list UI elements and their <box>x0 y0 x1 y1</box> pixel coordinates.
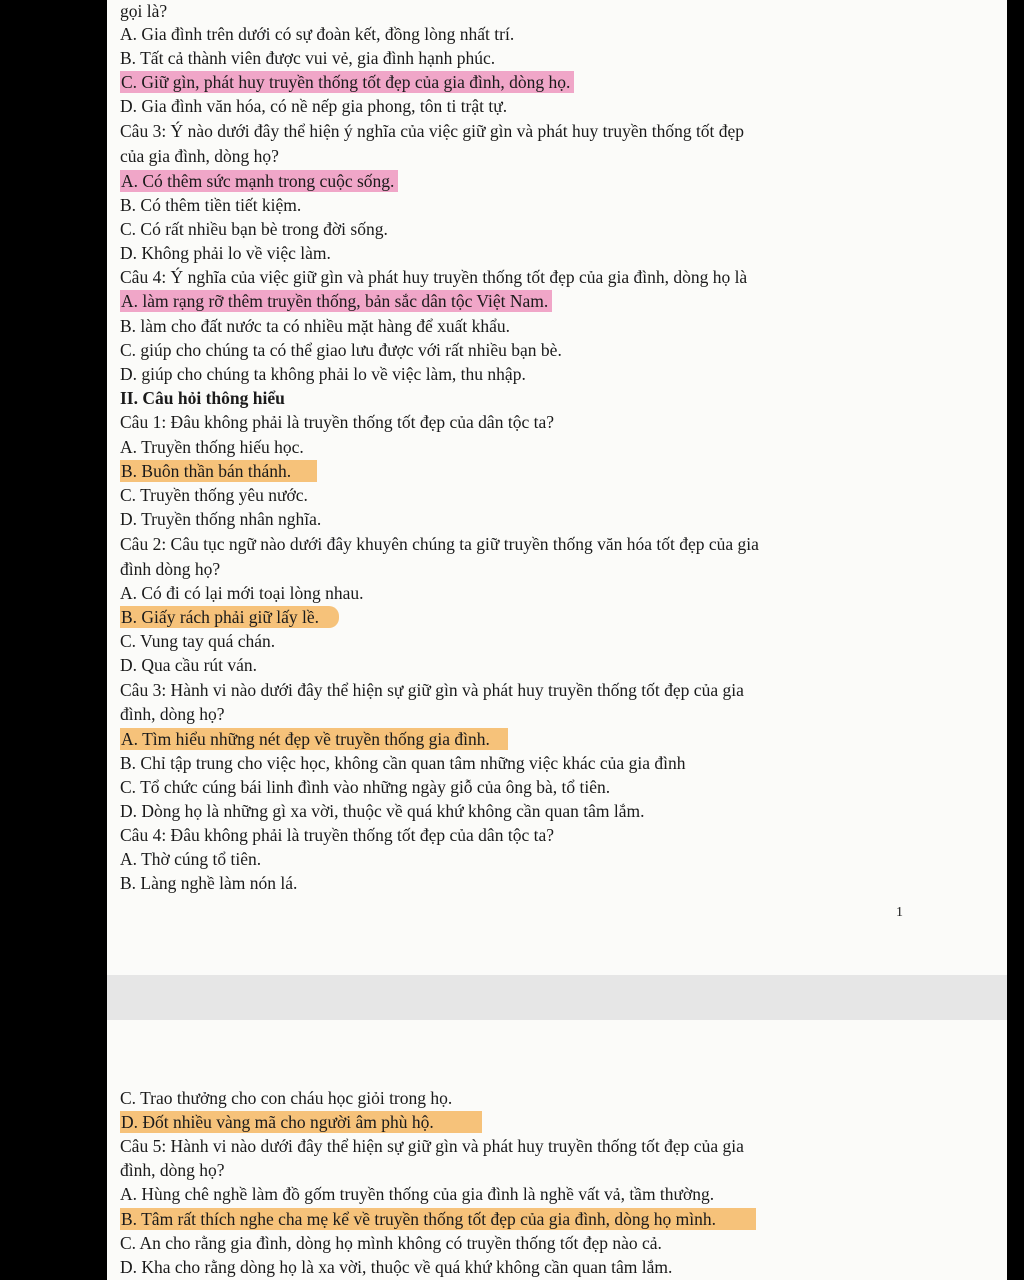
answer-option: C. Có rất nhiều bạn bè trong đời sống. <box>120 219 388 239</box>
answer-option: C. Trao thưởng cho con cháu học giỏi trong họ. <box>120 1088 453 1108</box>
answer-option: A. Hùng chê nghề làm đồ gốm truyền thống của gia đình là nghề vất vả, tầm thường. <box>120 1184 715 1204</box>
answer-option: D. giúp cho chúng ta không phải lo về việc làm, thu nhập. <box>120 364 526 384</box>
highlight-orange: B. Giấy rách phải giữ lấy lề. <box>120 606 339 628</box>
text-line: gọi là? <box>120 1 168 21</box>
answer-option: B. Chỉ tập trung cho việc học, không cần quan tâm những việc khác của gia đình <box>120 753 686 773</box>
answer-option: B. Làng nghề làm nón lá. <box>120 873 298 893</box>
highlight-pink: C. Giữ gìn, phát huy truyền thống tốt đẹp của gia đình, dòng họ. <box>120 71 574 93</box>
highlight-orange: D. Đốt nhiều vàng mã cho người âm phù hộ. <box>120 1111 482 1133</box>
answer-option-highlighted <box>120 728 508 750</box>
answer-option: B. làm cho đất nước ta có nhiều mặt hàng để xuất khẩu. <box>120 316 511 336</box>
answer-option: D. Qua cầu rút ván. <box>120 655 258 675</box>
answer-option: D. Kha cho rằng dòng họ là xa vời, thuộc về quá khứ không cần quan tâm lắm. <box>120 1257 673 1277</box>
highlight-orange: B. Tâm rất thích nghe cha mẹ kể về truyền thống tốt đẹp của gia đình, dòng họ mình. <box>120 1208 756 1230</box>
question-text: Câu 4: Ý nghĩa của việc giữ gìn và phát huy truyền thống tốt đẹp của gia đình, dòng họ là <box>120 267 748 287</box>
document-page-1 <box>107 0 1007 975</box>
answer-option: C. Truyền thống yêu nước. <box>120 485 308 505</box>
answer-option: A. Có đi có lại mới toại lòng nhau. <box>120 583 364 603</box>
question-text: Câu 5: Hành vi nào dưới đây thể hiện sự giữ gìn và phát huy truyền thống tốt đẹp của gia <box>120 1136 744 1156</box>
highlight-orange: A. Tìm hiểu những nét đẹp về truyền thống gia đình. <box>120 728 508 750</box>
question-text: của gia đình, dòng họ? <box>120 146 279 166</box>
answer-option-highlighted <box>120 606 339 628</box>
question-text: Câu 4: Đâu không phải là truyền thống tốt đẹp của dân tộc ta? <box>120 825 554 845</box>
question-text: Câu 2: Câu tục ngữ nào dưới đây khuyên chúng ta giữ truyền thống văn hóa tốt đẹp của gia <box>120 534 759 554</box>
answer-option-highlighted <box>120 290 552 312</box>
answer-option: D. Không phải lo về việc làm. <box>120 243 331 263</box>
answer-option: D. Gia đình văn hóa, có nề nếp gia phong, tôn ti trật tự. <box>120 96 508 116</box>
answer-option: B. Tất cả thành viên được vui vẻ, gia đình hạnh phúc. <box>120 48 496 68</box>
answer-option-highlighted <box>120 71 574 93</box>
page-number: 1 <box>896 905 903 920</box>
highlight-pink: A. Có thêm sức mạnh trong cuộc sống. <box>120 170 398 192</box>
question-text: Câu 3: Hành vi nào dưới đây thể hiện sự giữ gìn và phát huy truyền thống tốt đẹp của gia <box>120 680 744 700</box>
question-text: đình dòng họ? <box>120 559 221 579</box>
answer-option: A. Thờ cúng tổ tiên. <box>120 849 262 869</box>
answer-option-highlighted <box>120 1111 482 1133</box>
answer-option: C. giúp cho chúng ta có thể giao lưu được với rất nhiều bạn bè. <box>120 340 562 360</box>
answer-option: B. Có thêm tiền tiết kiệm. <box>120 195 302 215</box>
answer-option: C. An cho rằng gia đình, dòng họ mình không có truyền thống tốt đẹp nào cả. <box>120 1233 662 1253</box>
answer-option: D. Dòng họ là những gì xa vời, thuộc về quá khứ không cần quan tâm lắm. <box>120 801 645 821</box>
answer-option: C. Tổ chức cúng bái linh đình vào những ngày giỗ của ông bà, tổ tiên. <box>120 777 611 797</box>
answer-option-highlighted <box>120 170 398 192</box>
highlight-pink: A. làm rạng rỡ thêm truyền thống, bản sắc dân tộc Việt Nam. <box>120 290 552 312</box>
highlight-orange: B. Buôn thần bán thánh. <box>120 460 317 482</box>
answer-option-highlighted <box>120 460 317 482</box>
answer-option: D. Truyền thống nhân nghĩa. <box>120 509 322 529</box>
answer-option: C. Vung tay quá chán. <box>120 631 276 651</box>
page-gap <box>107 975 1007 1020</box>
question-text: đình, dòng họ? <box>120 704 225 724</box>
answer-option: A. Gia đình trên dưới có sự đoàn kết, đồng lòng nhất trí. <box>120 24 515 44</box>
document-page-2 <box>107 1020 1007 1280</box>
question-text: Câu 3: Ý nào dưới đây thể hiện ý nghĩa của việc giữ gìn và phát huy truyền thống tốt đẹp <box>120 121 745 141</box>
question-text: đình, dòng họ? <box>120 1160 225 1180</box>
question-text: Câu 1: Đâu không phải là truyền thống tốt đẹp của dân tộc ta? <box>120 412 554 432</box>
answer-option: A. Truyền thống hiếu học. <box>120 437 304 457</box>
section-heading: II. Câu hỏi thông hiểu <box>120 388 285 408</box>
answer-option-highlighted <box>120 1208 756 1230</box>
